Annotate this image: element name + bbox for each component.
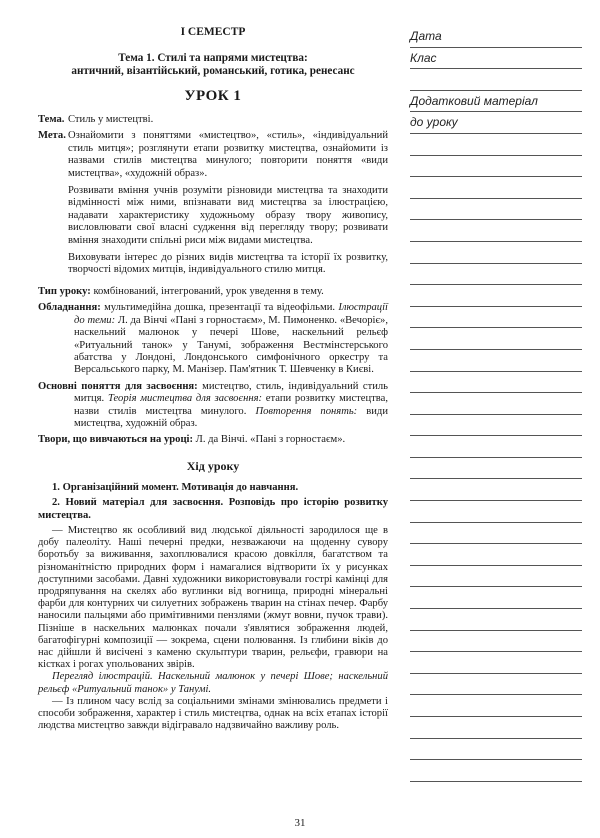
lesson-title: УРОК 1 bbox=[184, 88, 242, 104]
note-lines bbox=[410, 134, 582, 782]
osnovni-ponyattya bbox=[38, 381, 388, 431]
date-field[interactable]: Дата bbox=[410, 26, 582, 48]
osnovni-label: Основні поняття для засвоєння: bbox=[38, 380, 198, 392]
tvory bbox=[38, 434, 388, 446]
note-line[interactable] bbox=[410, 458, 582, 480]
note-line[interactable] bbox=[410, 609, 582, 631]
note-line[interactable] bbox=[410, 523, 582, 545]
theme-line-1: Тема 1. Стилі та напрями мистецтва: bbox=[118, 52, 308, 64]
tip-text: комбінований, інтегрований, урок уведення в тему. bbox=[90, 285, 324, 297]
theory-label: Теорія мистецтва для засвоєння: bbox=[104, 393, 263, 405]
body-paragraph-1: — Мистецтво як особливий вид людської діяльності зародилося ще в добу палеоліту. Наші печерні предки, незважаючи на щоденну сувору боротьбу за виживання, захоплювалися красою довкілля, багатством та різноманітністю природних форм і намагалися відтворити їх у рисунках доступними засобами. Давні художники використовували гострі камінці для продряпування на скелях або вуглинки від вогнища, природні мінеральні фарби для контурних чи силуетних зображень тварин на стінах печер. Фарбу наносили пальцями або примітивними пензлями (жмут вовни, пучок трави). Пізніше в наскельних малюнках почали з'являтися зображення людей, багатофігурні композиції — зокрема, сцени полювання. Із глибини віків до нас дійшли й висічені з каменю скульптури тварин, рельєфи, гравюри на кістках і рогах упольованих звірів. bbox=[38, 524, 388, 671]
note-line[interactable] bbox=[410, 372, 582, 394]
note-line[interactable] bbox=[410, 652, 582, 674]
theme-heading bbox=[38, 52, 388, 78]
note-line[interactable] bbox=[410, 717, 582, 739]
note-line[interactable] bbox=[410, 177, 582, 199]
meta-paragraph-3: Виховувати інтерес до різних видів мистецтва та історії їх розвитку, творчості відомих митців, індивідуального стилю митця. bbox=[68, 252, 388, 276]
tvory-text: Л. да Вінчі. «Пані з горностаєм». bbox=[193, 434, 346, 446]
note-line[interactable] bbox=[410, 479, 582, 501]
tema-text: Стиль у мистецтві. bbox=[68, 114, 154, 125]
tema-label: Тема. bbox=[38, 114, 65, 125]
main-column bbox=[38, 26, 388, 732]
meta-row bbox=[38, 130, 388, 281]
meta-label: Мета. bbox=[38, 130, 66, 142]
note-line[interactable] bbox=[410, 436, 582, 458]
note-line[interactable] bbox=[410, 695, 582, 717]
tip-label: Тип уроку: bbox=[38, 285, 91, 297]
tip-uroku bbox=[38, 286, 388, 298]
note-line[interactable] bbox=[410, 631, 582, 653]
note-line[interactable] bbox=[410, 134, 582, 156]
note-line[interactable] bbox=[410, 415, 582, 437]
note-line[interactable] bbox=[410, 285, 582, 307]
step-2: 2. Новий матеріал для засвоєння. Розповідь про історію розвитку мистецтва. bbox=[38, 497, 388, 521]
tema-row bbox=[38, 114, 388, 126]
note-line[interactable] bbox=[410, 566, 582, 588]
illustrations-label: Ілюстрації до теми: bbox=[74, 302, 388, 326]
note-line[interactable] bbox=[410, 501, 582, 523]
note-line[interactable] bbox=[410, 393, 582, 415]
note-line[interactable] bbox=[410, 760, 582, 782]
meta-paragraph-1: Ознайомити з поняттями «мистецтво», «стиль», «індивідуальний стиль митця»; розглянути етапи розвитку мистецтва, ознайомити із назвами стилів мистецтва минулого; повторити поняття «види мистецтва», «художній образ». bbox=[68, 130, 388, 179]
note-line[interactable] bbox=[410, 328, 582, 350]
note-line[interactable] bbox=[410, 544, 582, 566]
note-line[interactable] bbox=[410, 674, 582, 696]
osnovni-text-2: етапи розвитку мистецтва, назви стилів мистецтва минулого. bbox=[74, 393, 388, 417]
note-line[interactable] bbox=[410, 587, 582, 609]
view-illustrations: Перегляд ілюстрацій. Наскельний малюнок у печері Шове; наскельний рельєф «Ритуальний танок» у Танумі. bbox=[38, 671, 388, 695]
meta-text bbox=[68, 130, 388, 281]
note-line[interactable] bbox=[410, 220, 582, 242]
note-line[interactable] bbox=[410, 264, 582, 286]
obladnannya-text: мультимедійна дошка, презентації та відеофільми. bbox=[100, 302, 336, 314]
extra-material-label-1[interactable]: Додатковий матеріал bbox=[410, 91, 582, 113]
extra-material-label-2[interactable]: до уроку bbox=[410, 112, 582, 134]
osnovni-text-1: мистецтво, стиль, індивідуальний стиль митця. bbox=[74, 380, 388, 405]
obladnannya-label: Обладнання: bbox=[38, 302, 101, 314]
class-field[interactable]: Клас bbox=[410, 48, 582, 70]
tvory-label: Твори, що вивчаються на уроці: bbox=[38, 434, 194, 446]
notes-sidebar bbox=[410, 26, 582, 782]
note-line[interactable] bbox=[410, 199, 582, 221]
theme-line-2: античний, візантійський, романський, готика, ренесанс bbox=[71, 65, 355, 77]
osnovni-text-3: види мистецтва, художній образ. bbox=[74, 405, 388, 429]
illustrations-text: Л. да Вінчі «Пані з горностаєм», М. Пимоненко. «Вечоріє», наскельний малюнок у печері Шове, наскельний рельєф «Ритуальний танок» у Танумі, зображення Вестмінстерського абатства у Лондоні, Лондонського симфонічного оркестру та Версальського парку, М. Манізер. Пам'ятник Т. Шевченку в Києві. bbox=[74, 314, 388, 376]
semester-heading: І СЕМЕСТР bbox=[180, 26, 246, 38]
body-paragraph-2: — Із плином часу вслід за соціальними змінами змінювались предмети і способи зображення, характер і стиль мистецтва, однак на всіх етапах історії людства мистецтво завжди відігравало надзвичайно важливу роль. bbox=[38, 695, 388, 732]
note-line[interactable] bbox=[410, 242, 582, 264]
obladnannya bbox=[38, 302, 388, 376]
note-line[interactable] bbox=[410, 350, 582, 372]
note-line[interactable] bbox=[410, 156, 582, 178]
repeat-label: Повторення понять: bbox=[246, 405, 358, 417]
step-1: 1. Організаційний момент. Мотивація до навчання. bbox=[52, 481, 299, 493]
blank-line[interactable] bbox=[410, 69, 582, 91]
note-line[interactable] bbox=[410, 739, 582, 761]
note-line[interactable] bbox=[410, 307, 582, 329]
meta-paragraph-2: Розвивати вміння учнів розуміти різновиди мистецтва та знаходити відмінності між ними, впізнавати вид мистецтва за ілюстрацією, надавати характеристику художньому образу твору живопису, висловлювати свої власні судження від перегляду твору; розвивати вміння знаходити спільні риси між видами мистецтва. bbox=[68, 185, 388, 246]
page-number: 31 bbox=[294, 817, 306, 829]
hid-uroku-heading: Хід уроку bbox=[186, 458, 240, 473]
